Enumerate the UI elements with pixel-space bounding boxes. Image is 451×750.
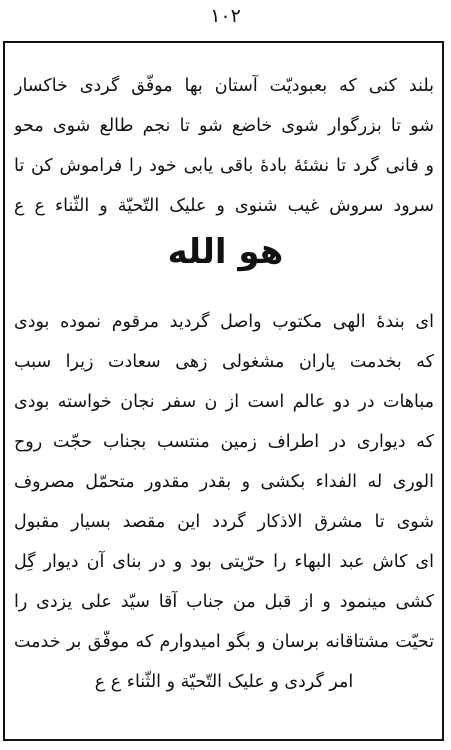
paragraph-first [14,66,434,226]
text-line: بلند کنی که بعبودیّت آستان بها موفّق گردی خاکسار [14,76,434,96]
text-line: شو تا بزرگوار شوی خاضع شو تا نجم طالع شوی محو [14,116,434,136]
invocation-heading: هو الله [167,232,284,272]
text-line: امر گردی و علیک التّحیّة و الثّناء ع ع [94,672,354,692]
text-line: الوری له الفداء بکشی و بقدر مقدور متحمّل مصروف [14,472,434,492]
text-line: ای بندهٔ الهی مکتوب واصل گردید مرقوم نموده بودی [14,312,434,332]
text-line: تحیّت مشتاقانه برسان و بگو امیدوارم که موفّق بر خدمت [14,632,434,652]
text-line: شوی تا مشرق الاذکار گردد این مقصد بسیار مقبول [14,512,434,532]
text-line: کشی مینمود و از قبل من جناب آقا سیّد علی یزدی را [14,592,434,612]
paragraph-second [14,302,434,702]
text-line: و فانی گرد تا نشئهٔ بادهٔ باقی یابی خود را فراموش کن تا [14,156,434,176]
text-line: ای کاش عبد البهاء را حرّیتی بود و در بنای آن دیوار گِل [14,552,434,572]
text-line: مباهات در دو عالم است از ن سفر نجان خواسته بودی [14,392,434,412]
text-line: که بخدمت یاران مشغولی زهی سعادت زیرا سبب [14,352,434,372]
page-number: ۱۰۲ [210,5,241,27]
text-line: سرود سروش غیب شنوی و علیک التّحیّة و الثّناء ع ع [14,196,434,216]
text-line: که دیواری در اطراف زمین منتسب بجناب حجّت روح [14,432,434,452]
